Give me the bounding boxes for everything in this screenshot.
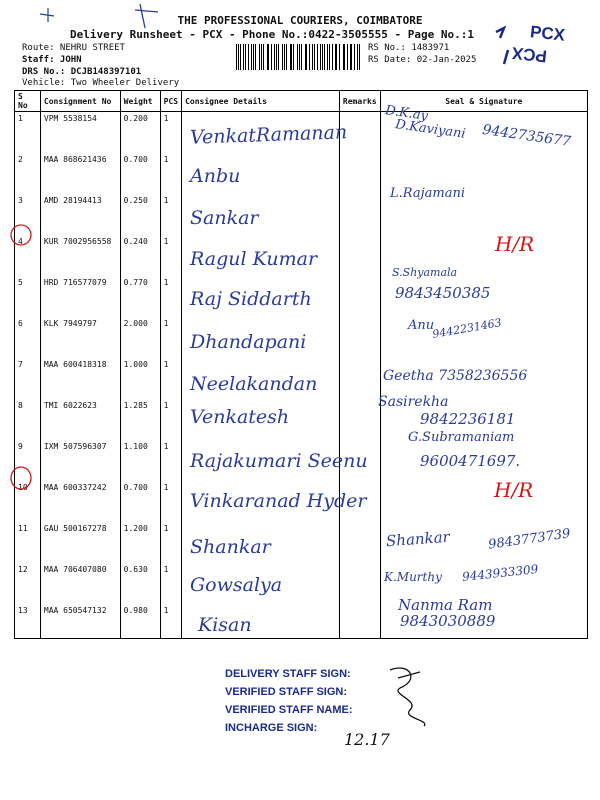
barcode-bar [243,44,244,70]
row-weight: 1.200 [120,522,160,563]
row-sno: 4 [15,235,41,276]
row-remarks [339,522,380,563]
rs-date: RS Date: 02-Jan-2025 [368,55,477,65]
barcode-bar [282,44,283,70]
signature-9a: G.Subramaniam [408,430,515,445]
row-sno: 3 [15,194,41,235]
row-remarks [339,358,380,399]
barcode-bar [299,44,300,70]
pcx-stamp: PCX [529,22,566,45]
row-remarks [339,235,380,276]
barcode-bar [245,44,246,70]
row-consignment-no: AMD 28194413 [40,194,120,235]
barcode-bar [357,44,358,70]
row-weight: 0.250 [120,194,160,235]
row-sno: 5 [15,276,41,317]
vehicle-label: Vehicle: Two Wheeler Delivery [22,78,180,88]
row-pcs: 1 [160,276,181,317]
row-sno: 1 [15,112,41,154]
signature-11a: Shankar [385,527,451,551]
handwritten-name-9: Rajakumari Seenu [190,450,368,472]
row-pcs: 1 [160,235,181,276]
row-weight: 0.700 [120,481,160,522]
signature-1b: D.Kaviyani [394,117,467,142]
barcode [236,44,362,70]
row-pcs: 1 [160,481,181,522]
row-sno: 7 [15,358,41,399]
row-pcs: 1 [160,153,181,194]
col-remarks: Remarks [339,91,380,112]
row-pcs: 1 [160,563,181,604]
row-remarks [339,399,380,440]
red-circle-mark-10 [8,464,34,492]
drs-number: DRS No.: DCJB148397101 [22,67,142,77]
row-pcs: 1 [160,399,181,440]
barcode-bar [351,44,352,70]
signature-5a: S.Shyamala [392,266,458,279]
phone-6: 9442231463 [431,316,503,341]
handwritten-name-6: Dhandapani [190,331,307,353]
col-consignment: Consignment No [40,91,120,112]
signature-8a: Sasirekha [378,394,449,410]
row-consignment-no: IXM 507596307 [40,440,120,481]
row-remarks [339,194,380,235]
handwritten-name-7: Neelakandan [190,373,318,395]
col-sno: S No [15,91,41,112]
handwritten-name-10: Vinkaranad Hyder [190,490,367,512]
staff-signature-scribble [380,660,440,730]
handwritten-name-3: Sankar [190,207,259,229]
handwritten-name-11: Shankar [190,536,271,558]
row-sno: 11 [15,522,41,563]
handwritten-name-13: Kisan [198,614,252,636]
runsheet-subtitle: Delivery Runsheet - PCX - Phone No.:0422-3505555 - Page No.:1 [70,28,474,41]
table-header [15,91,588,112]
barcode-bar [263,44,264,70]
red-circle-mark-4 [8,222,34,248]
delivery-staff-sign-label: DELIVERY STAFF SIGN: [225,668,351,680]
row-consignment-no: MAA 650547132 [40,604,120,639]
signature-1a: D.K.ay [384,103,429,124]
pcx-stamp-mirrored: PCX [511,43,548,66]
row-weight: 1.285 [120,399,160,440]
row-consignment-no: KUR 7002956558 [40,235,120,276]
barcode-bar [320,44,321,70]
rs-number: RS No.: 1483971 [368,43,450,53]
pcx-stamp-mark [490,24,520,68]
runsheet-table [14,90,588,639]
barcode-bar [297,44,298,70]
row-weight: 0.240 [120,235,160,276]
row-consignment-no: MAA 706407080 [40,563,120,604]
col-pcs: PCS [160,91,181,112]
handwritten-name-2: Anbu [190,165,241,187]
staff-label: Staff: JOHN [22,55,82,65]
row-weight: 2.000 [120,317,160,358]
row-weight: 0.980 [120,604,160,639]
incharge-sign-time: 12.17 [344,730,390,749]
phone-12: 9443933309 [461,562,539,584]
row-weight: 0.770 [120,276,160,317]
row-consignment-no: MAA 600418318 [40,358,120,399]
barcode-bar [336,44,337,70]
barcode-bar [271,44,272,70]
phone-13: 9843030889 [400,612,496,630]
row-weight: 0.200 [120,112,160,154]
barcode-bar [255,44,256,70]
handwritten-name-5: Raj Siddarth [190,288,312,310]
row-pcs: 1 [160,112,181,154]
row-consignment-no: MAA 868621436 [40,153,120,194]
row-weight: 1.000 [120,358,160,399]
barcode-bar [314,44,315,70]
table-row [15,604,588,639]
row-consignment-no: TMI 6022623 [40,399,120,440]
remark-hr-10: H/R [494,478,534,502]
row-pcs: 1 [160,358,181,399]
row-sno: 10 [15,481,41,522]
phone-9: 9600471697. [420,452,521,470]
row-pcs: 1 [160,317,181,358]
signature-13a: Nanma Ram [398,596,493,614]
row-consignment-no: MAA 600337242 [40,481,120,522]
table-row [15,153,588,194]
row-sno: 13 [15,604,41,639]
row-pcs: 1 [160,194,181,235]
row-seal-signature [380,481,587,522]
signature-3: L.Rajamani [390,186,465,201]
row-pcs: 1 [160,440,181,481]
staff-stamp [225,665,353,737]
barcode-bar [327,44,328,70]
verified-staff-name-label: VERIFIED STAFF NAME: [225,704,353,716]
row-consignment-no: GAU 500167278 [40,522,120,563]
col-seal: Seal & Signature [380,91,587,112]
row-consignment-no: KLK 7949797 [40,317,120,358]
row-weight: 0.630 [120,563,160,604]
phone-1: 9442735677 [481,121,572,151]
pen-scribble [20,0,170,40]
handwritten-name-8: Venkatesh [190,406,290,428]
row-remarks [339,604,380,639]
col-weight: Weight [120,91,160,112]
phone-11: 9843773739 [487,526,572,553]
row-sno: 8 [15,399,41,440]
remark-hr-4: H/R [495,232,535,256]
barcode-bar [286,44,287,70]
barcode-bar [306,44,307,70]
handwritten-name-12: Gowsalya [190,574,283,596]
signature-12a: K.Murthy [384,570,442,584]
row-weight: 1.100 [120,440,160,481]
row-remarks [339,563,380,604]
row-remarks [339,153,380,194]
row-sno: 6 [15,317,41,358]
route-label: Route: NEHRU STREET [22,43,125,53]
incharge-sign-label: INCHARGE SIGN: [225,722,318,734]
signature-7: Geetha 7358236556 [383,368,528,384]
signature-6a: Anu [408,318,435,333]
phone-8: 9842236181 [420,410,516,428]
handwritten-name-1: VenkatRamanan [189,121,348,149]
row-consignment-no: HRD 716577079 [40,276,120,317]
company-title: THE PROFESSIONAL COURIERS, COIMBATORE [177,14,423,27]
handwritten-name-4: Ragul Kumar [190,248,318,270]
row-sno: 2 [15,153,41,194]
barcode-bar [278,44,279,70]
barcode-bar [329,44,330,70]
phone-5: 9843450385 [395,284,491,302]
row-pcs: 1 [160,522,181,563]
verified-staff-sign-label: VERIFIED STAFF SIGN: [225,686,348,698]
row-sno: 12 [15,563,41,604]
table-row [15,194,588,235]
barcode-bar [236,44,237,70]
row-remarks [339,317,380,358]
row-sno: 9 [15,440,41,481]
row-consignment-no: VPM 5538154 [40,112,120,154]
row-weight: 0.700 [120,153,160,194]
col-consignee: Consignee Details [182,91,340,112]
row-pcs: 1 [160,604,181,639]
barcode-bar [259,44,260,70]
row-remarks [339,276,380,317]
barcode-bar [344,44,345,70]
